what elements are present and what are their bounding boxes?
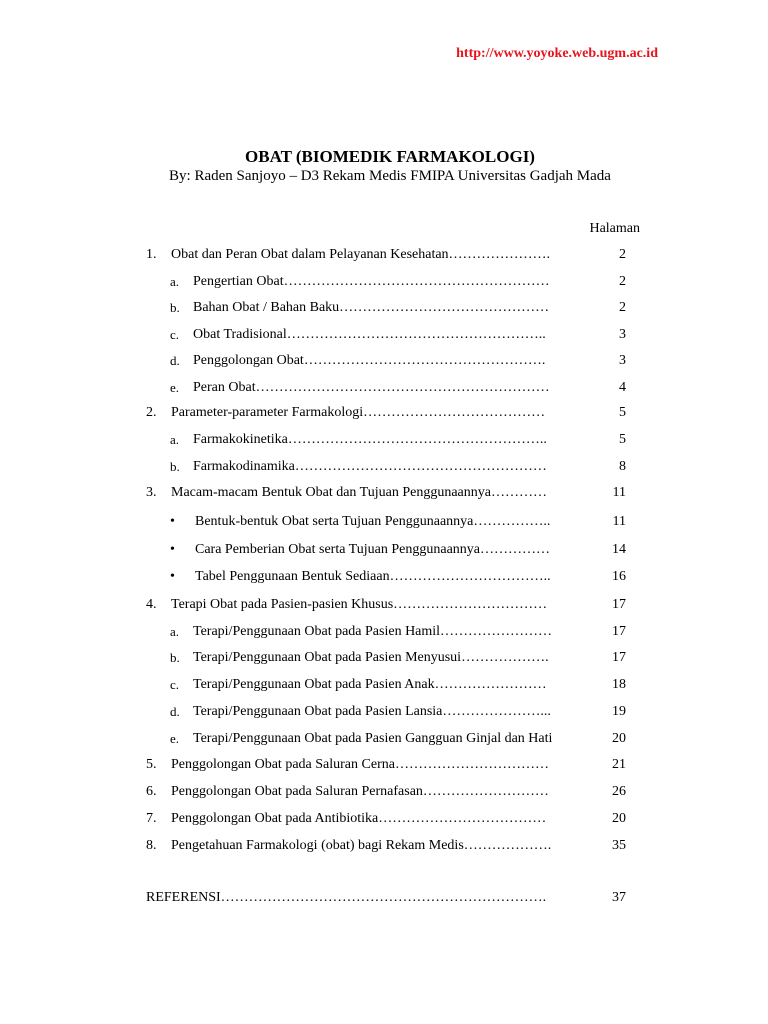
- toc-references: [0, 890, 768, 910]
- toc-bullet-item: [0, 569, 768, 589]
- toc-bullet-item: [0, 514, 768, 534]
- toc-marker: d.: [170, 704, 180, 719]
- toc-text: Macam-macam Bentuk Obat dan Tujuan Penggunaannya…………: [171, 485, 547, 500]
- toc-text: Farmakodinamika………………………………………………: [193, 459, 547, 474]
- toc-marker: 6.: [146, 784, 157, 799]
- toc-marker: 5.: [146, 757, 157, 772]
- toc-subitem: [0, 353, 768, 373]
- bullet-icon: •: [170, 514, 175, 529]
- toc-text: Terapi/Penggunaan Obat pada Pasien Menyusui……………….: [193, 650, 549, 665]
- toc-subitem: [0, 380, 768, 400]
- toc-item: [0, 784, 768, 804]
- toc-subitem: [0, 731, 768, 751]
- toc-text: Terapi/Penggunaan Obat pada Pasien Hamil……………………: [193, 624, 553, 639]
- toc-page: 35: [612, 838, 626, 853]
- toc-marker: b.: [170, 650, 180, 665]
- toc-page: 21: [612, 757, 626, 772]
- toc-marker: c.: [170, 677, 180, 692]
- toc-item: [0, 405, 768, 425]
- bullet-icon: •: [170, 542, 175, 557]
- toc-marker: e.: [170, 380, 180, 395]
- toc-page: 17: [612, 597, 626, 612]
- toc-text: Penggolongan Obat pada Saluran Cerna……………………………: [171, 757, 549, 772]
- toc-text: Pengertian Obat…………………………………………………: [193, 274, 550, 289]
- toc-subitem: [0, 624, 768, 644]
- toc-marker: 1.: [146, 247, 157, 262]
- toc-text: Parameter-parameter Farmakologi…………………………………: [171, 405, 546, 420]
- toc-page: 16: [612, 569, 626, 584]
- bullet-icon: •: [170, 569, 175, 584]
- toc-page: 14: [612, 542, 626, 557]
- toc-page: 2: [619, 274, 626, 289]
- toc-item: [0, 485, 768, 505]
- toc-page: 11: [612, 514, 626, 529]
- toc-text: Penggolongan Obat pada Saluran Pernafasan………………………: [171, 784, 549, 799]
- toc-page: 2: [619, 300, 626, 315]
- toc-marker: 8.: [146, 838, 157, 853]
- toc-page: 19: [612, 704, 626, 719]
- toc-text: Pengetahuan Farmakologi (obat) bagi Rekam Medis……………….: [171, 838, 552, 853]
- toc-marker: e.: [170, 731, 180, 746]
- toc-text: Peran Obat………………………………………………………: [193, 380, 550, 395]
- toc-text: Penggolongan Obat pada Antibiotika………………………………: [171, 811, 547, 826]
- toc-text: Tabel Penggunaan Bentuk Sediaan……………………………..: [195, 569, 551, 584]
- url-link[interactable]: http://www.yoyoke.web.ugm.ac.id: [456, 46, 658, 61]
- toc-bullet-item: [0, 542, 768, 562]
- toc-text: Obat Tradisional………………………………………………..: [193, 327, 546, 342]
- toc-subitem: [0, 704, 768, 724]
- toc-marker: 2.: [146, 405, 157, 420]
- toc-page: 4: [619, 380, 626, 395]
- toc-page: 18: [612, 677, 626, 692]
- toc-page: 11: [612, 485, 626, 500]
- toc-page: 17: [612, 650, 626, 665]
- toc-text: Cara Pemberian Obat serta Tujuan Penggunaannya……………: [195, 542, 550, 557]
- toc-subitem: [0, 432, 768, 452]
- toc-subitem: [0, 677, 768, 697]
- toc-marker: b.: [170, 459, 180, 474]
- toc-page: 8: [619, 459, 626, 474]
- toc-page: 5: [619, 405, 626, 420]
- toc-subitem: [0, 650, 768, 670]
- toc-page: 3: [619, 327, 626, 342]
- toc-subitem: [0, 274, 768, 294]
- toc-marker: 7.: [146, 811, 157, 826]
- toc-item: [0, 838, 768, 858]
- toc-page: 26: [612, 784, 626, 799]
- toc-text: REFERENSI…………………………………………………………….: [146, 890, 547, 905]
- toc-text: Bahan Obat / Bahan Baku………………………………………: [193, 300, 550, 315]
- toc-item: [0, 597, 768, 617]
- toc-page: 3: [619, 353, 626, 368]
- document-title: OBAT (BIOMEDIK FARMAKOLOGI): [245, 147, 535, 166]
- toc-subitem: [0, 327, 768, 347]
- toc-item: [0, 757, 768, 777]
- toc-marker: a.: [170, 624, 180, 639]
- toc-text: Terapi/Penggunaan Obat pada Pasien Gangguan Ginjal dan Hati: [193, 731, 553, 746]
- toc-text: Penggolongan Obat…………………………………………….: [193, 353, 546, 368]
- toc-page: 37: [612, 890, 626, 905]
- toc-subitem: [0, 300, 768, 320]
- toc-marker: c.: [170, 327, 180, 342]
- toc-marker: a.: [170, 274, 180, 289]
- toc-marker: 4.: [146, 597, 157, 612]
- toc-text: Terapi/Penggunaan Obat pada Pasien Lansia…………………...: [193, 704, 551, 719]
- toc-text: Terapi/Penggunaan Obat pada Pasien Anak……………………: [193, 677, 547, 692]
- toc-text: Farmakokinetika………………………………………………..: [193, 432, 547, 447]
- toc-marker: d.: [170, 353, 180, 368]
- toc-text: Terapi Obat pada Pasien-pasien Khusus……………………………: [171, 597, 548, 612]
- toc-marker: 3.: [146, 485, 157, 500]
- toc-page: 2: [619, 247, 626, 262]
- toc-page: 20: [612, 731, 626, 746]
- toc-page: 5: [619, 432, 626, 447]
- toc-marker: a.: [170, 432, 180, 447]
- page-column-header: Halaman: [589, 221, 640, 236]
- toc-item: [0, 811, 768, 831]
- document-subtitle: By: Raden Sanjoyo – D3 Rekam Medis FMIPA Universitas Gadjah Mada: [169, 168, 611, 184]
- toc-subitem: [0, 459, 768, 479]
- toc-page: 17: [612, 624, 626, 639]
- toc-item: [0, 247, 768, 267]
- toc-page: 20: [612, 811, 626, 826]
- toc-text: Bentuk-bentuk Obat serta Tujuan Penggunaannya……………..: [195, 514, 551, 529]
- toc-marker: b.: [170, 300, 180, 315]
- toc-text: Obat dan Peran Obat dalam Pelayanan Kesehatan………………….: [171, 247, 551, 262]
